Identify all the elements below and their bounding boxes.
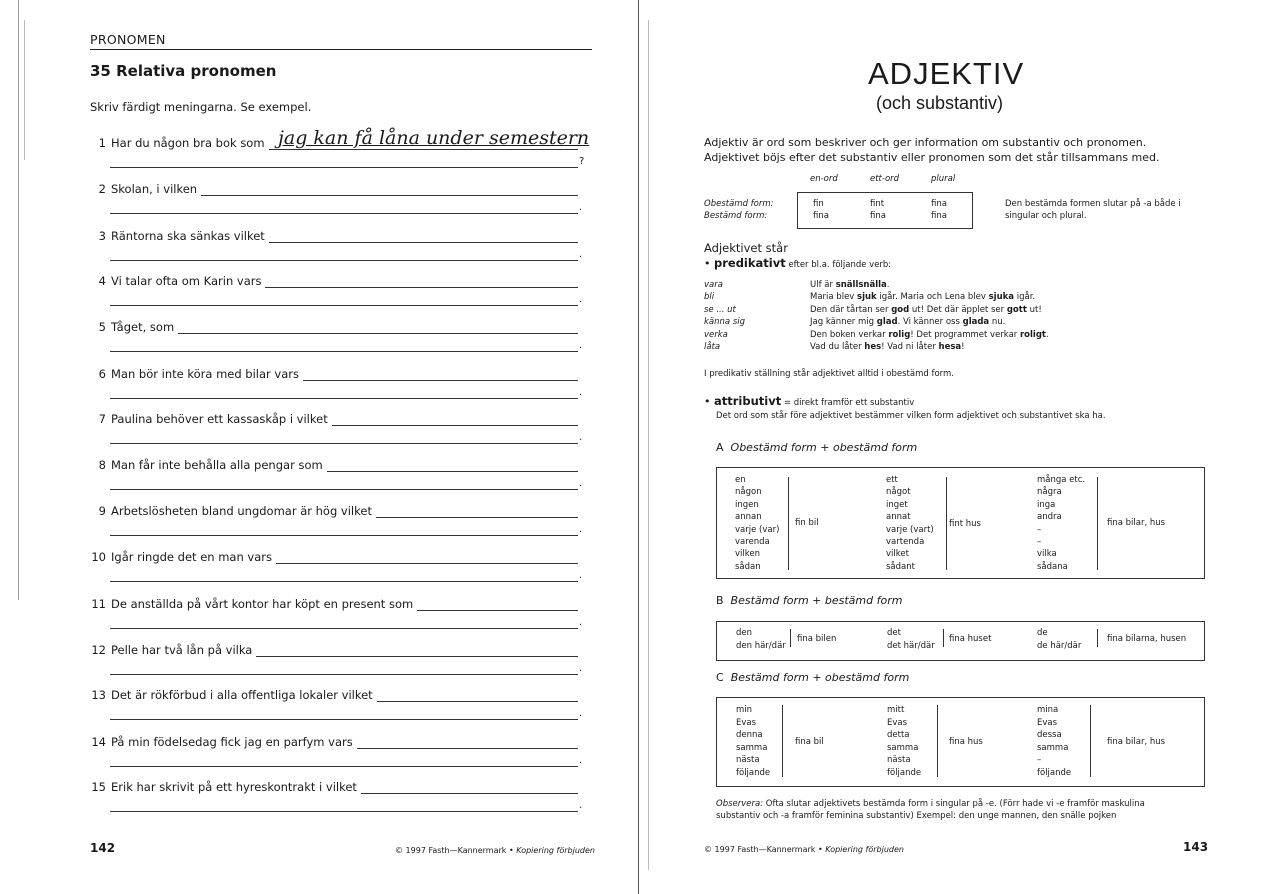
result-cell: fina hus bbox=[949, 737, 983, 747]
det-cell: den bbox=[736, 628, 753, 638]
determiner: – bbox=[1037, 524, 1042, 535]
verb-example bbox=[810, 279, 890, 291]
result-cell: fina bilar, hus bbox=[1107, 518, 1166, 528]
example-adjective: snäll bbox=[835, 280, 859, 290]
period: . bbox=[579, 432, 583, 443]
example-adjective: glad bbox=[876, 317, 898, 328]
verb-example bbox=[810, 291, 1035, 303]
det-cell: det bbox=[887, 628, 901, 638]
example-text: Jag känner mig bbox=[810, 317, 877, 328]
determiner: vilken bbox=[735, 549, 760, 560]
determiner: sådant bbox=[886, 561, 915, 572]
table-cell: fina bbox=[931, 211, 947, 221]
example-text: Maria blev bbox=[810, 292, 858, 303]
determiner: sådana bbox=[1037, 561, 1068, 572]
answer-line[interactable] bbox=[276, 563, 578, 564]
copyright-text: © 1997 Fasth—Kannermark • bbox=[704, 845, 826, 854]
table-head: en-ord bbox=[810, 174, 838, 184]
section-letter: B bbox=[716, 594, 724, 607]
exercise-instruction: Skriv färdigt meningarna. Se exempel. bbox=[90, 100, 312, 114]
answer-line[interactable] bbox=[376, 517, 578, 518]
question-number: 15 bbox=[91, 780, 106, 794]
question-text: Skolan, i vilken bbox=[111, 182, 198, 196]
determiner: följande bbox=[887, 768, 922, 778]
answer-line[interactable] bbox=[110, 489, 578, 490]
example-text: igår. bbox=[1014, 292, 1036, 303]
question-number: 12 bbox=[91, 643, 106, 657]
scan-edge-mark bbox=[18, 0, 19, 600]
example-adjective: roligt bbox=[1019, 329, 1046, 340]
answer-line[interactable] bbox=[110, 674, 578, 675]
determiner: varje (vart) bbox=[886, 524, 934, 535]
determiner: ett bbox=[886, 475, 898, 485]
table-cell: fin bbox=[813, 199, 824, 209]
example-text: Den där tårtan ser bbox=[810, 304, 892, 315]
determiner: Evas bbox=[736, 717, 757, 728]
result-cell: fin bil bbox=[795, 518, 819, 528]
answer-line[interactable] bbox=[327, 471, 578, 472]
determiner: dessa bbox=[1037, 730, 1062, 741]
intro-line: Adjektiv är ord som beskriver och ger information om substantiv och pronomen. bbox=[704, 136, 1147, 149]
table-note: singular och plural. bbox=[1005, 211, 1087, 221]
det-cell: det här/där bbox=[887, 641, 935, 651]
question-number: 9 bbox=[98, 504, 106, 518]
scan-edge-mark bbox=[24, 20, 25, 160]
det-cell: den här/där bbox=[736, 641, 786, 651]
question-number: 13 bbox=[91, 688, 106, 702]
determiner: inget bbox=[886, 499, 908, 510]
example-adjective: sjuk bbox=[857, 292, 877, 303]
determiner: Evas bbox=[887, 717, 908, 728]
verb: känna sig bbox=[704, 317, 746, 328]
section-b-heading bbox=[716, 594, 902, 607]
header-rule bbox=[90, 49, 592, 50]
question-text: Räntorna ska sänkas vilket bbox=[111, 229, 265, 243]
determiner: varje (var) bbox=[735, 524, 780, 535]
example-text: ! Vad ni låter bbox=[881, 342, 939, 352]
result-cell: fint hus bbox=[949, 519, 981, 529]
table-cell: fint bbox=[870, 199, 885, 209]
divider bbox=[946, 477, 947, 570]
determiner: denna bbox=[736, 730, 763, 741]
observe-text: Ofta slutar adjektivets bestämda form i singular på -e. (Förr hade vi -e framför maskulina bbox=[763, 799, 1145, 809]
period: . bbox=[579, 617, 583, 628]
example-text: ! Det programmet verkar bbox=[910, 329, 1020, 340]
determiner: samma bbox=[1037, 742, 1069, 753]
determiner: annat bbox=[886, 512, 911, 523]
divider bbox=[1090, 705, 1091, 777]
question-text: De anställda på vårt kontor har köpt en present som bbox=[111, 597, 414, 611]
answer-line[interactable] bbox=[110, 811, 578, 812]
question-text: Man får inte behålla alla pengar som bbox=[111, 458, 323, 472]
answer-line[interactable] bbox=[269, 149, 578, 150]
answer-line[interactable] bbox=[110, 167, 578, 168]
result-cell: fina bilarna, husen bbox=[1107, 634, 1187, 644]
answer-line[interactable] bbox=[110, 351, 578, 352]
determiner: nästa bbox=[887, 755, 911, 766]
divider bbox=[1097, 477, 1098, 570]
determiner: ingen bbox=[735, 499, 759, 510]
period: . bbox=[579, 387, 583, 398]
period: . bbox=[579, 755, 583, 766]
predicative-note: I predikativ ställning står adjektivet alltid i obestämd form. bbox=[704, 369, 954, 379]
copyright-italic: Kopiering förbjuden bbox=[825, 845, 904, 854]
answer-line[interactable] bbox=[265, 287, 578, 288]
example-text: Den boken verkar bbox=[810, 329, 889, 340]
row-label: Obestämd form: bbox=[704, 199, 774, 209]
answer-line[interactable] bbox=[110, 213, 578, 214]
page-number-left: 142 bbox=[90, 841, 116, 855]
section-letter: C bbox=[716, 671, 724, 684]
attributive-rest: = direkt framför ett substantiv bbox=[781, 398, 915, 408]
period: . bbox=[579, 570, 583, 581]
example-text: nu. bbox=[989, 317, 1006, 328]
page-subtitle: (och substantiv) bbox=[876, 93, 1004, 113]
question-text: Det är rökförbud i alla offentliga lokaler vilket bbox=[111, 688, 373, 702]
question-text: Vi talar ofta om Karin vars bbox=[111, 274, 262, 288]
answer-line[interactable] bbox=[417, 610, 578, 611]
determiner: mina bbox=[1037, 705, 1059, 715]
page-number-right: 143 bbox=[1183, 840, 1209, 854]
determiner: – bbox=[1037, 537, 1042, 547]
intro-line: Adjektivet böjs efter det substantiv eller pronomen som det står tillsammans med. bbox=[704, 151, 1160, 164]
determiner: nästa bbox=[736, 755, 760, 766]
copyright-left bbox=[395, 846, 595, 855]
determiner: mitt bbox=[887, 705, 905, 715]
section-title: Bestämd form + bestämd form bbox=[730, 594, 903, 607]
section-letter: A bbox=[716, 441, 724, 454]
question-number: 8 bbox=[98, 458, 106, 472]
question-text: Arbetslösheten bland ungdomar är hög vilket bbox=[111, 504, 372, 518]
example-text: igår. Maria och Lena blev bbox=[876, 292, 989, 303]
determiner: min bbox=[736, 705, 753, 715]
answer-line[interactable] bbox=[110, 398, 578, 399]
determiner: några bbox=[1037, 487, 1062, 498]
page-title: ADJEKTIV bbox=[868, 56, 1025, 91]
exercise-title: 35 Relativa pronomen bbox=[90, 62, 277, 80]
section-c-heading bbox=[716, 671, 909, 684]
divider bbox=[1097, 629, 1098, 647]
question-number: 3 bbox=[98, 229, 106, 243]
answer-line[interactable] bbox=[201, 195, 578, 196]
example-adjective: rolig bbox=[888, 329, 911, 340]
observe-label: Observera: bbox=[716, 799, 764, 809]
period: . bbox=[579, 202, 583, 213]
book-spine-shadow bbox=[648, 20, 649, 870]
determiner: varenda bbox=[735, 537, 770, 547]
example-text: . Vi känner oss bbox=[897, 317, 963, 328]
det-cell: de bbox=[1037, 628, 1048, 638]
question-number: 4 bbox=[98, 274, 106, 288]
question-number: 11 bbox=[91, 597, 106, 611]
determiner: någon bbox=[735, 487, 762, 498]
answer-line[interactable] bbox=[303, 380, 578, 381]
row-label: Bestämd form: bbox=[704, 211, 768, 221]
result-cell: fina bil bbox=[795, 737, 824, 747]
answer-line[interactable] bbox=[110, 581, 578, 582]
question-number: 14 bbox=[91, 735, 106, 749]
question-text: Tåget, som bbox=[111, 320, 175, 334]
answer-line[interactable] bbox=[110, 766, 578, 767]
example-adjective: gott bbox=[1006, 304, 1027, 315]
table-cell: fina bbox=[813, 211, 829, 221]
period: . bbox=[579, 800, 583, 811]
determiner: inga bbox=[1037, 499, 1056, 510]
example-adjective: hes bbox=[864, 342, 882, 352]
period: . bbox=[579, 708, 583, 719]
example-adjective: sjuka bbox=[988, 292, 1015, 303]
verb: se ... ut bbox=[704, 304, 736, 315]
answer-line[interactable] bbox=[377, 701, 578, 702]
determiner: sådan bbox=[735, 561, 761, 572]
predicative-heading: • predikativt efter bl.a. följande verb: bbox=[704, 256, 892, 270]
divider bbox=[943, 629, 944, 647]
example-text: . bbox=[886, 280, 890, 290]
question-number: 2 bbox=[98, 182, 106, 196]
divider bbox=[782, 705, 783, 777]
verb: verka bbox=[704, 329, 728, 340]
answer-line[interactable] bbox=[110, 443, 578, 444]
section-header: PRONOMEN bbox=[90, 32, 166, 47]
answer-line[interactable] bbox=[178, 333, 578, 334]
result-cell: fina bilar, hus bbox=[1107, 737, 1166, 747]
period: . bbox=[579, 524, 583, 535]
determiner: detta bbox=[887, 730, 910, 741]
observe-note: substantiv och -a framför feminina substantiv) Exempel: den unge mannen, den snälle pojken bbox=[716, 811, 1117, 821]
table-head: ett-ord bbox=[870, 174, 900, 184]
verb: vara bbox=[704, 280, 723, 290]
section-title: Obestämd form + obestämd form bbox=[730, 441, 918, 454]
question-mark: ? bbox=[579, 156, 585, 167]
verb-example bbox=[810, 329, 1049, 341]
determiner: följande bbox=[736, 768, 771, 778]
result-cell: fina bilen bbox=[797, 634, 837, 644]
question-text: Man bör inte köra med bilar vars bbox=[111, 367, 299, 381]
section-title: Bestämd form + obestämd form bbox=[730, 671, 910, 684]
predicative-rest: efter bl.a. följande verb: bbox=[785, 260, 892, 270]
answer-line[interactable] bbox=[110, 260, 578, 261]
divider bbox=[790, 629, 791, 647]
example-adjective: god bbox=[891, 304, 910, 315]
example-adjective: glada bbox=[962, 317, 990, 328]
observe-note bbox=[716, 798, 1145, 810]
question-text: Igår ringde det en man vars bbox=[111, 550, 272, 564]
attributive-note: Det ord som står före adjektivet bestämmer vilken form adjektivet och substantivet ska ha. bbox=[716, 411, 1106, 421]
determiner: – bbox=[1037, 755, 1042, 766]
copyright-text: © 1997 Fasth—Kannermark • bbox=[395, 846, 517, 855]
determiner: vilket bbox=[886, 549, 909, 560]
example-adjective: snälla bbox=[858, 280, 887, 290]
divider bbox=[788, 477, 789, 570]
book-spine bbox=[638, 0, 639, 894]
determiner: vartenda bbox=[886, 537, 925, 547]
period: . bbox=[579, 340, 583, 351]
question-text: Har du någon bra bok som bbox=[111, 136, 265, 150]
handwritten-answer: jag kan få låna under semestern bbox=[278, 127, 590, 149]
determiner: Evas bbox=[1037, 717, 1058, 728]
adjective-stands: Adjektivet står bbox=[704, 241, 788, 255]
example-text: Vad du låter bbox=[810, 342, 865, 352]
example-text: ut! Det där äpplet ser bbox=[909, 304, 1007, 315]
predicative-label: predikativt bbox=[714, 256, 786, 270]
period: . bbox=[579, 249, 583, 260]
question-number: 10 bbox=[91, 550, 106, 564]
answer-line[interactable] bbox=[110, 305, 578, 306]
answer-line[interactable] bbox=[110, 628, 578, 629]
answer-line[interactable] bbox=[357, 748, 578, 749]
attributive-heading: • attributivt = direkt framför ett substantiv bbox=[704, 394, 915, 408]
determiner: samma bbox=[736, 742, 768, 753]
copyright-italic: Kopiering förbjuden bbox=[516, 846, 595, 855]
verb-example bbox=[810, 341, 965, 353]
attributive-label: attributivt bbox=[714, 394, 782, 408]
table-head: plural bbox=[931, 174, 956, 184]
verb-example bbox=[810, 304, 1042, 316]
answer-line[interactable] bbox=[269, 242, 578, 243]
period: . bbox=[579, 663, 583, 674]
answer-line[interactable] bbox=[110, 535, 578, 536]
question-number: 1 bbox=[98, 136, 106, 150]
answer-line[interactable] bbox=[332, 425, 578, 426]
table-cell: fina bbox=[931, 199, 947, 209]
question-text: Pelle har två lån på vilka bbox=[111, 643, 253, 657]
determiner: många etc. bbox=[1037, 475, 1086, 485]
determiner: något bbox=[886, 487, 911, 498]
question-number: 6 bbox=[98, 367, 106, 381]
answer-line[interactable] bbox=[110, 719, 578, 720]
det-cell: de här/där bbox=[1037, 641, 1082, 651]
example-text: . bbox=[1046, 329, 1049, 340]
period: . bbox=[579, 478, 583, 489]
question-number: 7 bbox=[98, 412, 106, 426]
verb: låta bbox=[704, 342, 721, 352]
verb-example bbox=[810, 316, 1005, 328]
determiner: en bbox=[735, 475, 746, 485]
example-adjective: hesa bbox=[938, 342, 962, 352]
result-cell: fina huset bbox=[949, 634, 992, 644]
table-cell: fina bbox=[870, 211, 886, 221]
determiner: vilka bbox=[1037, 549, 1057, 560]
question-text: Paulina behöver ett kassaskåp i vilket bbox=[111, 412, 328, 426]
question-text: På min födelsedag fick jag en parfym vars bbox=[111, 735, 353, 749]
answer-line[interactable] bbox=[361, 793, 578, 794]
question-text: Erik har skrivit på ett hyreskontrakt i vilket bbox=[111, 780, 357, 794]
determiner: annan bbox=[735, 512, 762, 523]
example-text: Ulf är bbox=[810, 280, 836, 290]
determiner: samma bbox=[887, 742, 919, 753]
example-text: ut! bbox=[1026, 304, 1042, 315]
answer-line[interactable] bbox=[256, 656, 578, 657]
copyright-right bbox=[704, 845, 904, 854]
determiner: följande bbox=[1037, 768, 1072, 778]
determiner: andra bbox=[1037, 512, 1062, 523]
table-note: Den bestämda formen slutar på -a både i bbox=[1005, 199, 1181, 209]
verb: bli bbox=[704, 292, 715, 303]
period: . bbox=[579, 294, 583, 305]
example-text: ! bbox=[961, 342, 965, 352]
question-number: 5 bbox=[98, 320, 106, 334]
intro-text bbox=[704, 135, 1184, 165]
divider bbox=[937, 705, 938, 777]
section-a-heading bbox=[716, 441, 917, 454]
